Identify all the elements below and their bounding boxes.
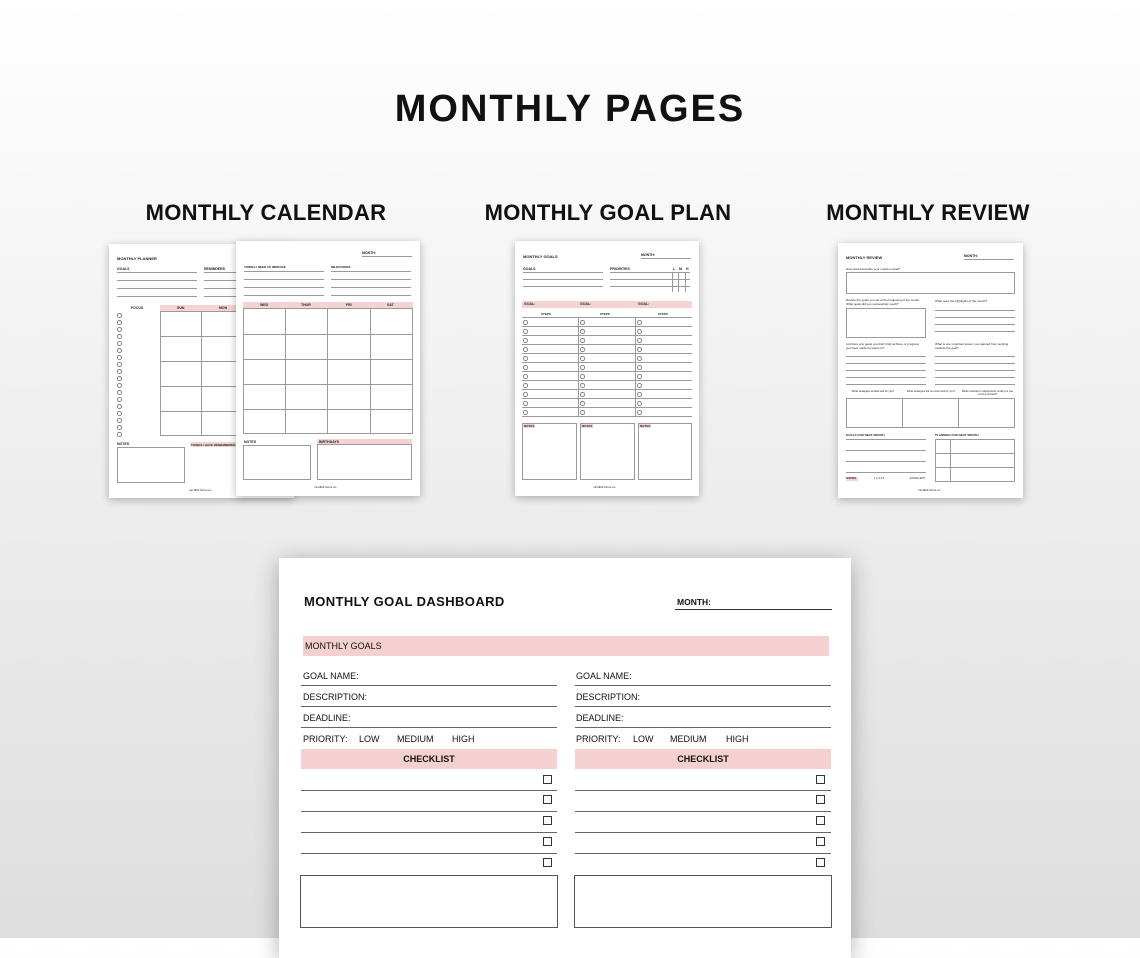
notes-box[interactable] xyxy=(574,875,832,928)
thumb-label: L xyxy=(673,267,676,271)
review-thumbnail[interactable] xyxy=(838,243,1023,498)
thumb-notes-box xyxy=(243,445,311,480)
thumb-circle xyxy=(117,362,122,367)
checklist-label: CHECKLIST xyxy=(677,754,729,764)
thumb-circle xyxy=(523,329,528,334)
priority-high[interactable]: HIGH xyxy=(452,734,475,744)
checklist-checkbox[interactable] xyxy=(543,775,552,784)
priority-label: PRIORITY: xyxy=(576,734,621,744)
thumb-label: H xyxy=(686,267,689,271)
goal-name-label: GOAL NAME: xyxy=(303,671,359,681)
checklist-checkbox[interactable] xyxy=(543,858,552,867)
priority-low[interactable]: LOW xyxy=(359,734,380,744)
thumb-grid-line xyxy=(685,272,686,292)
thumb-answer-box xyxy=(935,439,1015,482)
thumb-label: MILESTONES xyxy=(331,265,351,269)
thumb-line xyxy=(935,310,1015,311)
checklist-checkbox[interactable] xyxy=(816,837,825,846)
thumb-line xyxy=(522,380,692,381)
thumb-grid-line xyxy=(950,439,951,482)
thumb-label: REMINDERS xyxy=(204,267,226,271)
thumb-circle xyxy=(117,313,122,318)
thumb-circle xyxy=(637,338,642,343)
thumb-day: MON xyxy=(219,306,228,310)
goal-name-line xyxy=(301,685,557,686)
thumb-label: GOAL: xyxy=(580,302,592,306)
dashboard-title: MONTHLY GOAL DASHBOARD xyxy=(304,594,505,609)
thumb-line xyxy=(522,371,692,372)
thumb-line xyxy=(117,296,197,297)
thumb-line xyxy=(522,389,692,390)
thumb-grid-line xyxy=(958,398,959,428)
thumb-line xyxy=(244,279,324,280)
thumb-label: NOTES xyxy=(640,424,651,428)
thumb-circle xyxy=(637,401,642,406)
checklist-line xyxy=(301,790,557,791)
thumb-line xyxy=(846,439,926,440)
thumb-day: SAT xyxy=(387,303,394,307)
thumb-label: GOAL: xyxy=(524,302,536,306)
thumb-answer-box xyxy=(846,398,1015,428)
deadline-line xyxy=(301,727,557,728)
checklist-line xyxy=(301,832,557,833)
thumb-label: THINGS I HAVE REMEMBERED xyxy=(191,443,236,447)
thumb-circle xyxy=(523,320,528,325)
thumb-circle xyxy=(580,365,585,370)
page-title: MONTHLY PAGES xyxy=(394,88,746,130)
thumb-line xyxy=(846,472,926,473)
thumb-label: GOAL: xyxy=(638,302,650,306)
checklist-line xyxy=(301,811,557,812)
section-title-goal-plan: MONTHLY GOAL PLAN xyxy=(484,200,732,225)
checklist-line xyxy=(301,853,557,854)
section-title-calendar: MONTHLY CALENDAR xyxy=(145,200,387,225)
thumb-footer: mindfull focus co. xyxy=(314,485,338,489)
thumb-circle xyxy=(117,348,122,353)
thumb-line xyxy=(523,279,603,280)
thumb-label: MONTH: xyxy=(641,253,655,257)
thumb-line xyxy=(362,256,412,257)
section-title-review: MONTHLY REVIEW xyxy=(826,200,1030,225)
thumb-grid-line xyxy=(243,334,413,335)
thumb-circle xyxy=(637,356,642,361)
thumb-circle xyxy=(580,329,585,334)
description-label: DESCRIPTION: xyxy=(576,692,641,702)
thumb-line xyxy=(935,467,1015,468)
thumb-line xyxy=(935,363,1015,364)
thumb-circle xyxy=(117,383,122,388)
thumb-question: What is one important lesson you learned from working towards the goal? xyxy=(935,342,1009,350)
thumb-grid-line xyxy=(578,317,579,417)
goal-name-line xyxy=(575,685,831,686)
thumb-question: What methods or adjustments could you use moving forward? xyxy=(961,390,1014,396)
description-line xyxy=(575,706,831,707)
thumb-heading: MONTHLY PLANNER xyxy=(117,256,157,261)
description-line xyxy=(301,706,557,707)
thumb-circle xyxy=(637,365,642,370)
thumb-answer-box xyxy=(846,308,926,338)
thumb-circle xyxy=(117,369,122,374)
thumb-notes-box xyxy=(638,423,692,480)
checklist-checkbox[interactable] xyxy=(816,816,825,825)
thumb-grid-line xyxy=(902,398,903,428)
thumb-footer: mindfull focus co. xyxy=(189,488,213,492)
checklist-line xyxy=(575,790,831,791)
thumb-grid-line xyxy=(327,308,328,434)
thumb-line xyxy=(846,384,926,385)
notes-box[interactable] xyxy=(300,875,558,928)
checklist-checkbox[interactable] xyxy=(543,795,552,804)
thumb-question: What were the highlights of the month? xyxy=(935,299,988,303)
thumb-circle xyxy=(637,392,642,397)
thumb-line xyxy=(935,370,1015,371)
checklist-line xyxy=(575,853,831,854)
checklist-checkbox[interactable] xyxy=(816,775,825,784)
checklist-label: CHECKLIST xyxy=(403,754,455,764)
thumb-day: FRI xyxy=(346,303,352,307)
thumb-circle xyxy=(117,390,122,395)
thumb-grid-line xyxy=(635,317,636,417)
thumb-notes-box xyxy=(522,423,577,480)
thumb-circle xyxy=(117,341,122,346)
checklist-line xyxy=(575,832,831,833)
thumb-circle xyxy=(580,356,585,361)
thumb-label: NOTES xyxy=(117,442,130,446)
thumb-label: MONTH: xyxy=(362,251,376,255)
thumb-label: GOALS FOR NEXT MONTH xyxy=(846,433,885,437)
thumb-circle xyxy=(523,392,528,397)
priority-label: PRIORITY: xyxy=(303,734,348,744)
thumb-line xyxy=(244,287,324,288)
thumb-label: PLANNING FOR NEXT MONTH xyxy=(935,433,979,437)
thumb-line xyxy=(331,271,411,272)
thumb-heading: MONTHLY REVIEW xyxy=(846,255,883,260)
thumb-label: STEPS xyxy=(658,312,668,316)
thumb-circle xyxy=(117,418,122,423)
thumb-line xyxy=(522,344,692,345)
thumb-circle xyxy=(523,356,528,361)
thumb-footer: mindfull focus co. xyxy=(918,488,942,492)
thumb-circle xyxy=(523,410,528,415)
thumb-line xyxy=(935,377,1015,378)
thumb-circle xyxy=(637,347,642,352)
thumb-grid-line xyxy=(243,384,413,385)
thumb-circle xyxy=(117,397,122,402)
thumb-line xyxy=(641,258,691,259)
calendar-thumbnail-right[interactable] xyxy=(236,241,420,496)
thumb-line xyxy=(935,324,1015,325)
thumb-line xyxy=(117,288,197,289)
thumb-question: How would describe your month overall? xyxy=(846,267,901,271)
thumb-line xyxy=(935,317,1015,318)
thumb-circle xyxy=(637,374,642,379)
priority-medium[interactable]: MEDIUM xyxy=(397,734,434,744)
thumb-line xyxy=(522,407,692,408)
thumb-circle xyxy=(580,392,585,397)
thumb-line xyxy=(117,272,197,273)
thumb-line xyxy=(331,287,411,288)
checklist-checkbox[interactable] xyxy=(816,858,825,867)
thumb-day: WED xyxy=(260,303,269,307)
thumb-line xyxy=(522,362,692,363)
thumb-day: SUN xyxy=(177,306,185,310)
thumb-circle xyxy=(117,376,122,381)
priority-high[interactable]: HIGH xyxy=(726,734,749,744)
thumb-circle xyxy=(580,410,585,415)
thumb-label: BIRTHDAYS xyxy=(319,439,340,444)
checklist-checkbox[interactable] xyxy=(543,816,552,825)
thumb-circle xyxy=(580,347,585,352)
goal-plan-thumbnail[interactable] xyxy=(515,241,699,496)
thumb-label: STEPS xyxy=(541,312,551,316)
thumb-line xyxy=(522,398,692,399)
thumb-grid-line xyxy=(285,308,286,434)
monthly-goals-label: MONTHLY GOALS xyxy=(305,641,382,651)
thumb-circle xyxy=(117,432,122,437)
thumb-question: What strategies did not work well for you? xyxy=(906,390,955,393)
thumb-notes-box xyxy=(580,423,635,480)
thumb-circle xyxy=(637,320,642,325)
thumb-line xyxy=(935,331,1015,332)
thumb-grid-line xyxy=(243,359,413,360)
thumb-goal-header xyxy=(522,301,692,308)
thumb-line xyxy=(522,416,692,417)
thumb-circle xyxy=(580,338,585,343)
thumb-line xyxy=(935,384,1015,385)
thumb-line xyxy=(846,363,926,364)
thumb-grid-line xyxy=(672,272,673,292)
thumb-circle xyxy=(580,374,585,379)
thumb-grid-line xyxy=(370,308,371,434)
priority-low[interactable]: LOW xyxy=(633,734,654,744)
checklist-checkbox[interactable] xyxy=(816,795,825,804)
goal-dashboard-page[interactable] xyxy=(279,558,851,958)
thumb-grid-line xyxy=(201,311,202,436)
thumb-label: FOCUS xyxy=(131,306,144,310)
thumb-label: STEPS xyxy=(600,312,610,316)
thumb-heading: MONTHLY GOALS xyxy=(523,254,558,259)
thumb-answer-box xyxy=(846,272,1015,294)
thumb-line xyxy=(846,370,926,371)
checklist-checkbox[interactable] xyxy=(543,837,552,846)
thumb-label: MONTH: xyxy=(964,254,978,258)
thumb-label: GOALS xyxy=(117,267,130,271)
thumb-label: GOALS xyxy=(523,267,536,271)
thumb-circle xyxy=(637,410,642,415)
thumb-line xyxy=(117,280,197,281)
thumb-label: 1 2 3 4 5 xyxy=(874,477,885,480)
thumb-line xyxy=(846,356,926,357)
thumb-line xyxy=(523,286,603,287)
goal-name-label: GOAL NAME: xyxy=(576,671,632,681)
thumb-line xyxy=(331,279,411,280)
thumb-circle xyxy=(117,334,122,339)
month-label: MONTH: xyxy=(677,597,711,607)
thumb-circle xyxy=(637,383,642,388)
deadline-line xyxy=(575,727,831,728)
thumb-circle xyxy=(580,383,585,388)
thumb-circle xyxy=(580,320,585,325)
thumb-label: NOTES xyxy=(244,440,257,444)
thumb-circle xyxy=(117,425,122,430)
thumb-label: M xyxy=(679,267,682,271)
thumb-circle xyxy=(117,404,122,409)
thumb-question: Review the goals you set at the beginning of the month. What goals did you successfully reach? xyxy=(846,298,920,306)
thumb-circle xyxy=(580,401,585,406)
thumb-circle xyxy=(523,338,528,343)
thumb-calendar-grid xyxy=(243,308,413,434)
checklist-line xyxy=(575,811,831,812)
thumb-line xyxy=(331,295,411,296)
thumb-grid-line xyxy=(243,409,413,410)
thumb-footer: mindfull focus co. xyxy=(593,485,617,489)
thumb-line xyxy=(522,353,692,354)
thumb-label: PRIORITIES xyxy=(610,267,630,271)
thumb-line xyxy=(846,461,926,462)
thumb-notes-box xyxy=(117,447,185,483)
thumb-line xyxy=(935,356,1015,357)
thumb-grid-line xyxy=(678,272,679,292)
thumb-line xyxy=(935,453,1015,454)
thumb-circle xyxy=(117,411,122,416)
thumb-label: NOTES xyxy=(524,424,535,428)
thumb-line xyxy=(522,335,692,336)
deadline-label: DEADLINE: xyxy=(303,713,351,723)
thumb-label: EXCELLENT xyxy=(910,477,926,480)
month-field-line xyxy=(675,609,832,610)
monthly-goals-header xyxy=(303,636,829,656)
thumb-line xyxy=(523,272,603,273)
thumb-circle xyxy=(523,374,528,379)
thumb-circle xyxy=(637,329,642,334)
thumb-line xyxy=(846,450,926,451)
thumb-circle xyxy=(117,327,122,332)
thumb-circle xyxy=(523,401,528,406)
thumb-circle xyxy=(117,355,122,360)
thumb-question: What strategies worked well for you? xyxy=(851,390,895,393)
thumb-line xyxy=(244,271,324,272)
thumb-day: THUR xyxy=(301,303,311,307)
deadline-label: DEADLINE: xyxy=(576,713,624,723)
thumb-circle xyxy=(523,365,528,370)
thumb-birthday-box xyxy=(317,444,412,480)
thumb-line xyxy=(522,326,692,327)
thumb-line xyxy=(964,259,1014,260)
thumb-circle xyxy=(523,347,528,352)
thumb-label: NOTES xyxy=(582,424,593,428)
thumb-question: List there any goals you didn't fully achieve or progress you have made the least on? xyxy=(846,342,919,350)
thumb-label: THINGS I NEED TO IMPROVE xyxy=(244,265,286,269)
thumb-circle xyxy=(117,320,122,325)
thumb-label: RATING xyxy=(846,477,857,480)
thumb-line xyxy=(244,295,324,296)
thumb-line xyxy=(846,377,926,378)
description-label: DESCRIPTION: xyxy=(303,692,368,702)
priority-medium[interactable]: MEDIUM xyxy=(670,734,707,744)
thumb-line xyxy=(522,317,692,318)
thumb-circle xyxy=(523,383,528,388)
